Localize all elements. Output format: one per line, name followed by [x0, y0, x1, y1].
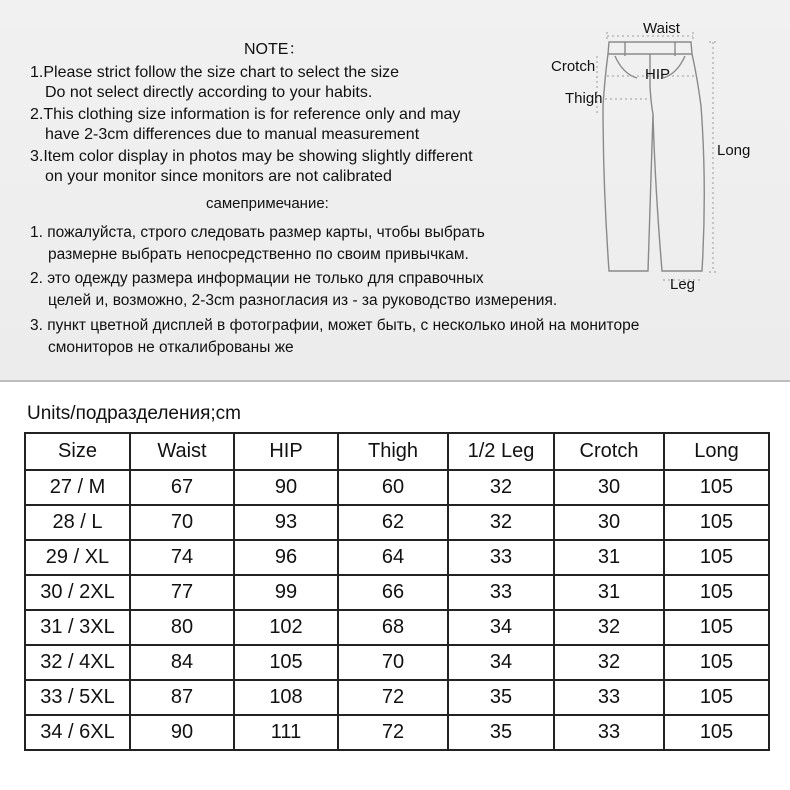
- note-ru-line: размерне выбрать непосредственно по своим привычкам.: [48, 246, 469, 263]
- column-header-long: Long: [664, 433, 769, 470]
- table-cell: 31 / 3XL: [25, 610, 130, 645]
- table-cell: 105: [664, 470, 769, 505]
- diagram-label-thigh: Thigh: [565, 90, 603, 107]
- table-cell: 31: [554, 575, 664, 610]
- note-en-line: on your monitor since monitors are not calibrated: [45, 168, 392, 185]
- table-cell: 35: [448, 715, 554, 750]
- table-cell: 96: [234, 540, 338, 575]
- units-label: Units/подразделения;cm: [27, 403, 241, 424]
- table-row: [25, 540, 769, 575]
- column-header-thigh: Thigh: [338, 433, 448, 470]
- table-cell: 30 / 2XL: [25, 575, 130, 610]
- table-cell: 32: [448, 505, 554, 540]
- table-row: [25, 645, 769, 680]
- table-row: [25, 575, 769, 610]
- table-cell: 27 / M: [25, 470, 130, 505]
- table-cell: 93: [234, 505, 338, 540]
- table-cell: 72: [338, 680, 448, 715]
- note-title: NOTE：: [244, 41, 305, 58]
- table-cell: 62: [338, 505, 448, 540]
- table-cell: 72: [338, 715, 448, 750]
- column-header-half-leg: 1/2 Leg: [448, 433, 554, 470]
- table-cell: 111: [234, 715, 338, 750]
- table-cell: 34: [448, 645, 554, 680]
- table-cell: 66: [338, 575, 448, 610]
- table-cell: 105: [664, 645, 769, 680]
- note-ru-line: смониторов не откалиброваны же: [48, 339, 294, 356]
- diagram-label-leg: Leg: [670, 276, 696, 293]
- pants-measurement-diagram: [545, 16, 775, 296]
- table-cell: 32: [448, 470, 554, 505]
- table-cell: 105: [664, 610, 769, 645]
- table-cell: 105: [664, 540, 769, 575]
- table-cell: 31: [554, 540, 664, 575]
- table-cell: 34: [448, 610, 554, 645]
- table-cell: 70: [130, 505, 234, 540]
- table-cell: 64: [338, 540, 448, 575]
- column-header-waist: Waist: [130, 433, 234, 470]
- column-header-size: Size: [25, 433, 130, 470]
- table-row: [25, 470, 769, 505]
- table-cell: 30: [554, 505, 664, 540]
- note-ru-line: 3. пункт цветной дисплей в фотографии, может быть, с несколько иной на мониторе: [30, 317, 640, 334]
- note-en-line: have 2-3cm differences due to manual measurement: [45, 126, 420, 143]
- table-header-row: [25, 433, 769, 470]
- note-ru-line: целей и, возможно, 2-3cm разногласия из - за руководство измерения.: [48, 292, 558, 309]
- table-cell: 105: [664, 715, 769, 750]
- table-cell: 84: [130, 645, 234, 680]
- diagram-label-long: Long: [717, 142, 751, 159]
- table-cell: 33: [554, 715, 664, 750]
- table-cell: 35: [448, 680, 554, 715]
- table-cell: 29 / XL: [25, 540, 130, 575]
- column-header-hip: HIP: [234, 433, 338, 470]
- table-cell: 33: [554, 680, 664, 715]
- table-cell: 87: [130, 680, 234, 715]
- note-en-line: 2.This clothing size information is for reference only and may: [30, 106, 461, 123]
- table-cell: 90: [234, 470, 338, 505]
- table-cell: 60: [338, 470, 448, 505]
- note-en-line: Do not select directly according to your habits.: [45, 84, 373, 101]
- diagram-label-crotch: Crotch: [551, 58, 596, 75]
- table-cell: 77: [130, 575, 234, 610]
- table-cell: 34 / 6XL: [25, 715, 130, 750]
- table-cell: 74: [130, 540, 234, 575]
- table-cell: 80: [130, 610, 234, 645]
- notes-panel: [0, 0, 790, 380]
- note-en-line: 3.Item color display in photos may be showing slightly different: [30, 148, 473, 165]
- note-ru-title: самепримечание:: [206, 195, 329, 212]
- table-cell: 30: [554, 470, 664, 505]
- diagram-label-waist: Waist: [643, 20, 680, 37]
- table-cell: 67: [130, 470, 234, 505]
- table-cell: 32: [554, 610, 664, 645]
- table-cell: 105: [664, 575, 769, 610]
- table-cell: 90: [130, 715, 234, 750]
- table-cell: 33: [448, 575, 554, 610]
- table-cell: 108: [234, 680, 338, 715]
- table-cell: 33 / 5XL: [25, 680, 130, 715]
- note-en-line: 1.Please strict follow the size chart to select the size: [30, 64, 400, 81]
- table-cell: 105: [664, 505, 769, 540]
- table-cell: 68: [338, 610, 448, 645]
- table-row: [25, 505, 769, 540]
- table-cell: 28 / L: [25, 505, 130, 540]
- table-row: [25, 610, 769, 645]
- table-cell: 70: [338, 645, 448, 680]
- table-cell: 105: [664, 680, 769, 715]
- table-row: [25, 715, 769, 750]
- size-chart-table: [24, 432, 770, 751]
- table-cell: 32 / 4XL: [25, 645, 130, 680]
- diagram-label-hip: HIP: [645, 66, 671, 83]
- note-ru-line: 2. это одежду размера информации не только для справочных: [30, 270, 484, 287]
- table-cell: 105: [234, 645, 338, 680]
- table-cell: 32: [554, 645, 664, 680]
- note-ru-line: 1. пожалуйста, строго следовать размер карты, чтобы выбрать: [30, 224, 485, 241]
- table-cell: 102: [234, 610, 338, 645]
- table-cell: 33: [448, 540, 554, 575]
- table-cell: 99: [234, 575, 338, 610]
- table-row: [25, 680, 769, 715]
- column-header-crotch: Crotch: [554, 433, 664, 470]
